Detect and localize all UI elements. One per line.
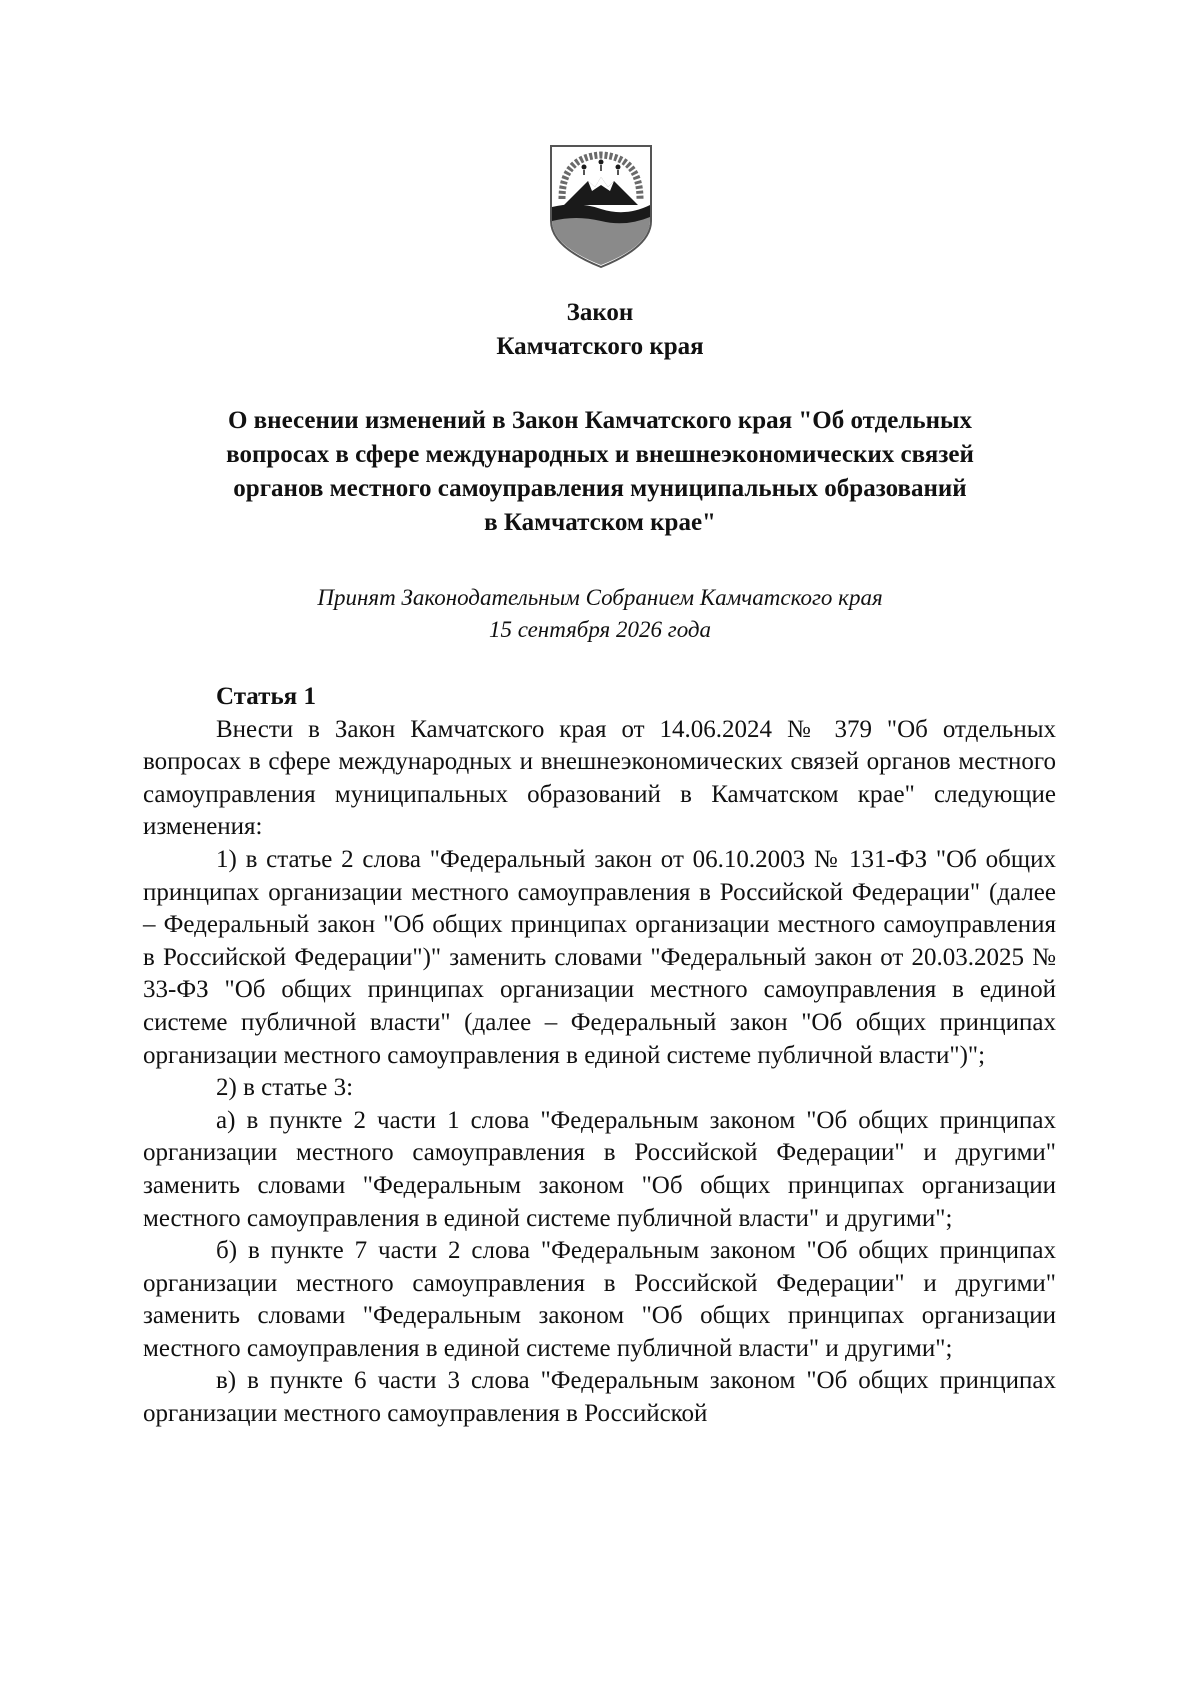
article-content — [143, 681, 1056, 1431]
law-subject-line: в Камчатском крае" — [484, 509, 716, 536]
article-heading: Статья 1 — [216, 683, 316, 710]
article-paragraph: 1) в статье 2 слова "Федеральный закон от 06.10.2003 № 131-ФЗ "Об общих принципах организации местного самоуправления в Российской Федерации" (далее – Федеральный закон "Об общих принципах организации местного самоуправления в Российской Федерации")" заменить словами "Федеральный закон от 20.03.2025 № 33-ФЗ "Об общих принципах организации местного самоуправления в единой системе публичной власти" (далее – Федеральный закон "Об общих принципах организации местного самоуправления в единой системе публичной власти")"; — [143, 845, 1056, 1069]
adoption-note — [150, 582, 1050, 646]
law-subject-line: О внесении изменений в Закон Камчатского края "Об отдельных — [227, 407, 973, 434]
law-title-line1: Закон — [566, 299, 634, 326]
law-subject-line: органов местного самоуправления муниципальных образований — [233, 475, 967, 502]
law-subject-line: вопросах в сфере международных и внешнеэкономических связей — [226, 441, 974, 468]
coat-of-arms-icon — [548, 143, 654, 270]
law-title — [0, 296, 1200, 364]
article-paragraph: Внести в Закон Камчатского края от 14.06.2024 № 379 "Об отдельных вопросах в сфере международных и внешнеэкономических связей органов местного самоуправления муниципальных образований в Камчатском крае" следующие изменения: — [143, 715, 1056, 841]
law-subject — [150, 404, 1050, 540]
article-paragraph: 2) в статье 3: — [216, 1074, 354, 1102]
article-paragraph: а) в пункте 2 части 1 слова "Федеральным законом "Об общих принципах организации местного самоуправления в Российской Федерации" и другими" заменить словами "Федеральным законом "Об общих принципах организации местного самоуправления в единой системе публичной власти" и другими"; — [143, 1106, 1056, 1232]
article-paragraph: в) в пункте 6 части 3 слова "Федеральным законом "Об общих принципах организации местного самоуправления в Российской — [143, 1367, 1056, 1428]
law-title-line2: Камчатского края — [496, 333, 704, 360]
article-paragraph: б) в пункте 7 части 2 слова "Федеральным законом "Об общих принципах организации местного самоуправления в Российской Федерации" и другими" заменить словами "Федеральным законом "Об общих принципах организации местного самоуправления в единой системе публичной власти" и другими"; — [143, 1237, 1056, 1362]
adoption-date: 15 сентября 2026 года — [488, 617, 712, 642]
adoption-body: Принят Законодательным Собранием Камчатского края — [317, 585, 883, 610]
